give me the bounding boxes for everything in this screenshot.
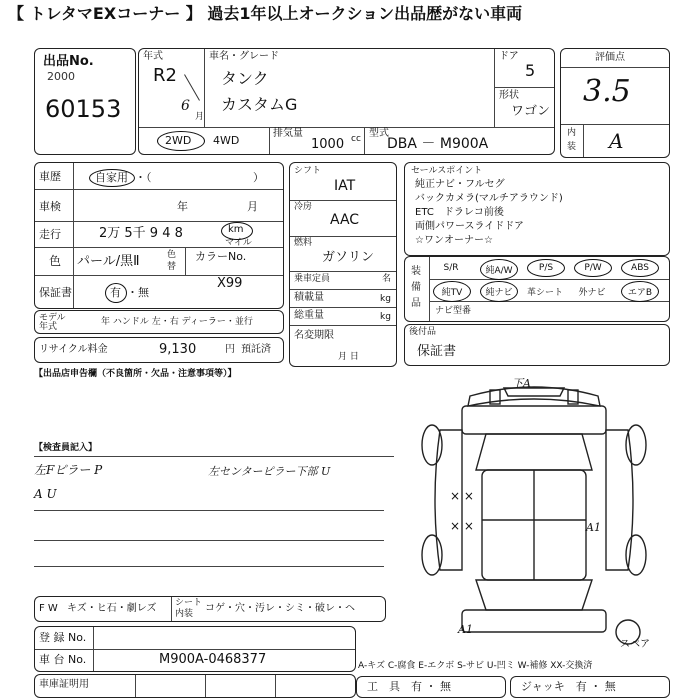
model-label: 型式 [369,128,389,139]
spare-label: スペア [620,639,650,650]
year-month: 6 [181,98,190,114]
score-value: 3.5 [583,74,631,109]
equipment-label2: 備 [411,282,421,293]
year-slash [184,74,200,100]
equipment-option: 純ナビ [480,281,518,302]
colorno-label: カラーNo. [195,250,247,263]
tools-label: 工 具 有 ・ 無 [367,680,451,693]
equipment-option: 純TV [433,281,471,302]
selling-point-line: ☆ワンオーナー☆ [415,235,493,246]
lot-box [34,48,136,155]
lot-number: 60153 [45,95,122,123]
selling-point-line: 純正ナビ・フルセグ [415,179,505,190]
interior-label2: 装 [567,142,577,152]
load-unit: kg [380,294,391,304]
change-unit: 月 日 [338,352,359,362]
mile-unit: マイル [225,238,252,248]
inspector-label: 【検査員記入】 [34,443,98,453]
ac-value: AAC [330,212,360,228]
history-sep: ・（ [135,171,152,184]
notes-label: 【出品店申告欄（不良箇所・欠品・注意事項等）】 [34,369,237,379]
selling-points-box [404,162,670,256]
equipment-option: P/S [527,259,565,277]
drive-4wd: 4WD [213,134,240,147]
equipment-option: 外ナビ [578,288,606,298]
lot-label: 出品No. [43,54,94,69]
seat-label2: 内装 [175,609,194,619]
equipment-option: P/W [574,259,612,277]
model-year-label: モデル年式 [39,313,66,332]
year-era: R2 [153,65,177,86]
diagram-mark-xx2: × × [450,519,474,533]
recycle-label: リサイクル料金 [39,344,108,355]
inspector-note3: 左センターピラー下部 U [208,465,331,478]
load-label: 積載量 [294,292,324,303]
equipment-option: 革シート [527,288,564,298]
garage-cert-label: 車庫証明用 [39,679,89,690]
history-box [34,162,284,309]
km-unit: km [228,224,244,235]
car-diagram [400,370,668,650]
fw-label: F W [39,603,58,614]
selling-points-label: セールスポイント [411,166,483,176]
diagram-mark-a1: A1 [586,521,601,534]
ac-label: 冷房 [294,202,313,212]
colorno-value: X99 [217,276,243,291]
weight-unit: kg [380,312,391,322]
warranty-yes: 有 [110,286,121,299]
warranty-no: ・無 [127,286,149,299]
name-label: 車名・グレード [209,51,279,62]
navi-type-label: ナビ型番 [435,306,472,316]
color-change1: 色 [167,250,177,260]
warranty-label: 保証書 [39,286,72,299]
diagram-mark-xx1: × × [450,489,474,503]
recycle-value: 9,130 [159,342,197,357]
spec-box [289,162,397,367]
equipment-option: ABS [621,259,659,277]
mileage-label: 走行 [39,228,61,241]
damage-legend: A-キズ C-腐食 E-エクボ S-サビ U-凹ミ W-補修 XX-交換済 [358,661,593,671]
month-suffix: 月 [195,112,205,122]
vehicle-grade: カスタムG [221,95,298,114]
mileage-value: 2万 5千 9 4 8 [99,226,183,241]
history-label: 車歴 [39,170,61,183]
accessories-value: 保証書 [417,344,457,359]
vehicle-make: タンク [221,69,269,88]
interior-grade: A [609,129,624,153]
fuel-value: ガソリン [322,250,375,265]
accessories-box [404,324,670,366]
body-label: 形状 [499,90,519,101]
accessories-label: 後付品 [409,327,437,337]
year-label: 年式 [143,51,163,62]
weight-label: 総重量 [294,310,324,321]
chassis-number: M900A-0468377 [159,652,267,667]
inspector-note2: A U [34,487,57,501]
equipment-box [404,256,670,322]
equipment-option: 純A/W [480,259,518,280]
tools-box [356,676,506,698]
capacity-label: 乗車定員 [294,274,331,284]
selling-point-line: バックカメラ(マルチアラウンド) [415,193,563,204]
reg-label: 登 録 No. [39,631,87,644]
equipment-option: エアB [621,281,659,302]
selling-point-line: ETC ドラレコ前後 [415,207,504,218]
door-label: ドア [499,51,519,62]
recycle-unit: 円 [225,344,235,355]
change-label: 名変期限 [294,330,334,341]
fuel-label: 燃料 [294,238,313,248]
recycle-box [34,337,284,363]
diagram-front: 下A [512,377,531,390]
registration-box [34,626,356,672]
diagram-mark-a1b: A1 [458,623,473,636]
model-year-box [34,310,284,334]
body-type: ワゴン [511,104,551,119]
shaken-year: 年 [177,200,188,213]
model-code: DBA － M900A [387,136,489,152]
equipment-option: S/R [443,263,459,273]
equipment-label1: 装 [411,266,421,277]
lot-stamp: 2000 [47,70,75,83]
color-value: パール/黒Ⅱ [77,254,140,269]
cc-unit: cc [351,134,361,144]
banner-title: 【 トレタマEXコーナー 】 過去1年以上オークション出品歴がない車両 [8,4,523,23]
history-value: 自家用 [95,171,128,184]
capacity-unit: 名 [382,274,392,284]
seat-items: コゲ・穴・汚レ・シミ・破レ・ヘ [205,603,355,614]
door-count: 5 [525,61,536,80]
displacement: 1000 [311,137,345,152]
garage-cert-box [34,674,356,698]
color-label: 色 [49,254,62,268]
chassis-label: 車 台 No. [39,653,87,666]
shift-value: IAT [334,178,356,194]
color-change2: 替 [167,262,177,272]
model-year-fields: 年 ハンドル 左・右 ディーラー・並行 [101,317,253,327]
selling-point-line: 両側パワースライドドア [415,221,524,232]
drive-2wd: 2WD [165,134,192,147]
score-label: 評価点 [595,52,625,63]
fw-box [34,596,386,622]
grade-box [560,48,670,158]
history-close: ） [253,171,264,184]
displacement-label: 排気量 [273,128,303,139]
jack-label: ジャッキ 有 ・ 無 [521,680,616,693]
vehicle-box [138,48,555,155]
interior-label1: 内 [567,128,577,138]
shaken-label: 車検 [39,200,61,213]
recycle-status: 預託済 [241,344,271,355]
inspector-note1: 左Fピラー P [34,463,103,477]
equipment-label3: 品 [411,298,421,309]
shift-label: シフト [294,166,322,176]
fw-items: キズ・ヒ石・劇レズ [67,603,157,614]
shaken-month: 月 [247,200,258,213]
seat-label1: シート [175,598,203,608]
jack-box [510,676,670,698]
